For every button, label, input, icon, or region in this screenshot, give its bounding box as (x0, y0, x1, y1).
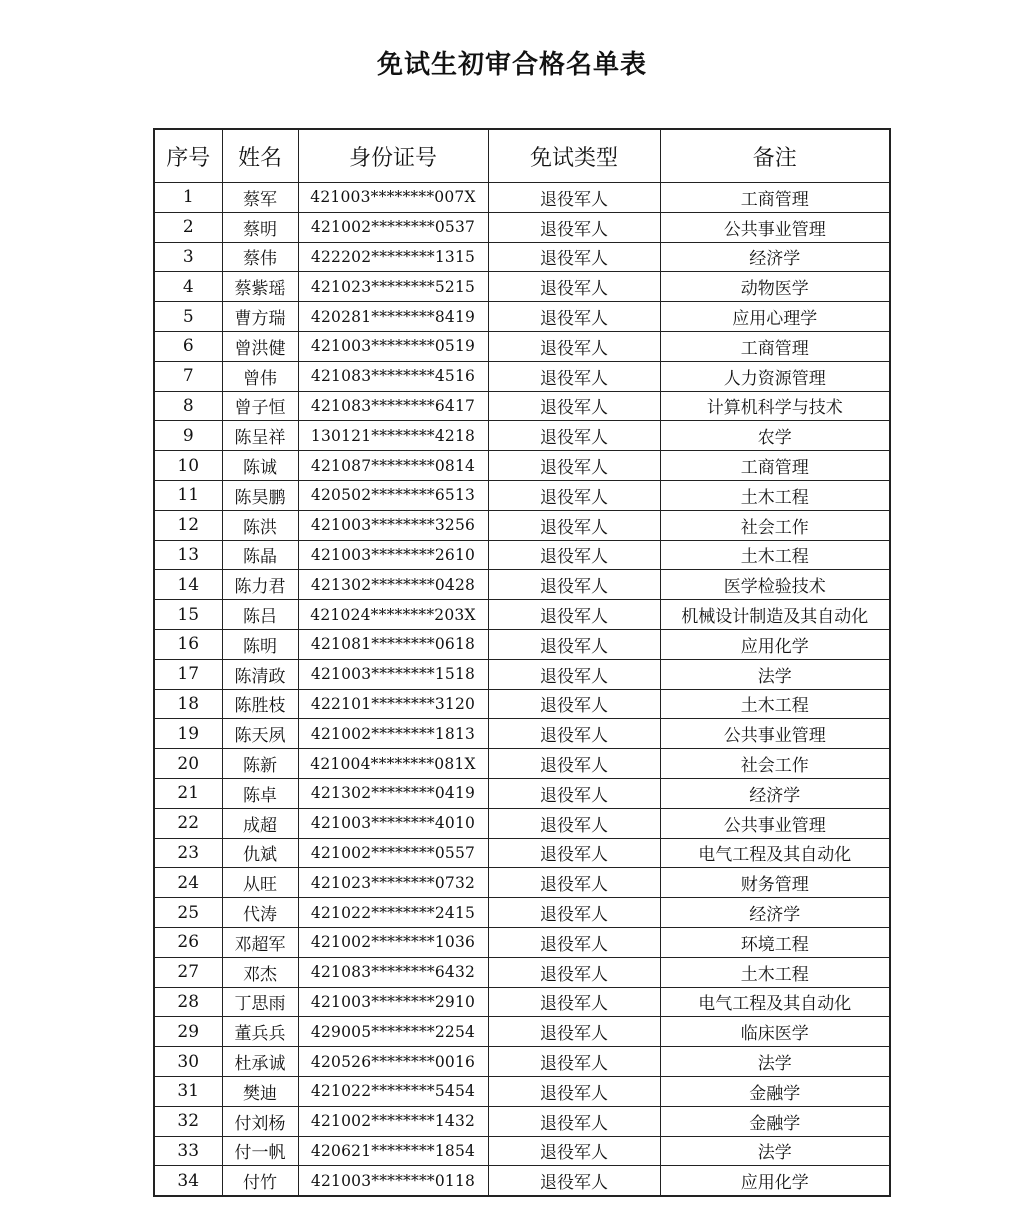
cell-exemption-type: 退役军人 (488, 480, 660, 510)
table-row (154, 570, 890, 600)
table-row (154, 421, 890, 451)
cell-id-number: 420281********8419 (298, 302, 488, 332)
cell-id-number: 421083********6432 (298, 957, 488, 987)
cell-id-number: 421003********1518 (298, 659, 488, 689)
cell-serial-number: 17 (154, 659, 222, 689)
cell-name: 董兵兵 (222, 1017, 298, 1047)
cell-name: 曾子恒 (222, 391, 298, 421)
header-serial-number: 序号 (154, 129, 222, 183)
cell-id-number: 421002********0557 (298, 838, 488, 868)
cell-name: 陈吕 (222, 600, 298, 630)
table-body (154, 183, 890, 1197)
cell-id-number: 420621********1854 (298, 1136, 488, 1166)
table-row (154, 1076, 890, 1106)
table-row (154, 480, 890, 510)
cell-serial-number: 14 (154, 570, 222, 600)
cell-id-number: 421003********007X (298, 183, 488, 213)
table-row (154, 1136, 890, 1166)
cell-name: 陈昊鹏 (222, 480, 298, 510)
cell-remarks: 社会工作 (660, 749, 890, 779)
cell-id-number: 420526********0016 (298, 1047, 488, 1077)
cell-id-number: 421302********0428 (298, 570, 488, 600)
cell-name: 陈诚 (222, 451, 298, 481)
cell-serial-number: 18 (154, 689, 222, 719)
cell-remarks: 医学检验技术 (660, 570, 890, 600)
cell-remarks: 经济学 (660, 778, 890, 808)
cell-serial-number: 27 (154, 957, 222, 987)
table-row (154, 242, 890, 272)
cell-remarks: 工商管理 (660, 331, 890, 361)
cell-serial-number: 15 (154, 600, 222, 630)
table-row (154, 778, 890, 808)
cell-id-number: 421023********5215 (298, 272, 488, 302)
cell-id-number: 421004********081X (298, 749, 488, 779)
cell-id-number: 421023********0732 (298, 868, 488, 898)
cell-serial-number: 34 (154, 1166, 222, 1196)
cell-id-number: 422202********1315 (298, 242, 488, 272)
table-row (154, 629, 890, 659)
cell-name: 付刘杨 (222, 1106, 298, 1136)
cell-id-number: 429005********2254 (298, 1017, 488, 1047)
table-row (154, 331, 890, 361)
cell-remarks: 人力资源管理 (660, 361, 890, 391)
cell-serial-number: 3 (154, 242, 222, 272)
table-row (154, 808, 890, 838)
cell-exemption-type: 退役军人 (488, 1017, 660, 1047)
table-header-row (154, 129, 890, 183)
cell-exemption-type: 退役军人 (488, 808, 660, 838)
cell-remarks: 土木工程 (660, 689, 890, 719)
cell-name: 蔡明 (222, 212, 298, 242)
cell-remarks: 公共事业管理 (660, 212, 890, 242)
cell-remarks: 电气工程及其自动化 (660, 838, 890, 868)
cell-remarks: 机械设计制造及其自动化 (660, 600, 890, 630)
cell-exemption-type: 退役军人 (488, 927, 660, 957)
cell-remarks: 金融学 (660, 1076, 890, 1106)
table-row (154, 1166, 890, 1196)
cell-remarks: 工商管理 (660, 451, 890, 481)
cell-exemption-type: 退役军人 (488, 659, 660, 689)
cell-exemption-type: 退役军人 (488, 689, 660, 719)
table-row (154, 719, 890, 749)
cell-exemption-type: 退役军人 (488, 749, 660, 779)
cell-exemption-type: 退役军人 (488, 987, 660, 1017)
cell-serial-number: 26 (154, 927, 222, 957)
table-row (154, 361, 890, 391)
cell-name: 蔡紫瑶 (222, 272, 298, 302)
cell-serial-number: 8 (154, 391, 222, 421)
table-row (154, 868, 890, 898)
header-name: 姓名 (222, 129, 298, 183)
cell-exemption-type: 退役军人 (488, 242, 660, 272)
cell-id-number: 421002********1432 (298, 1106, 488, 1136)
cell-serial-number: 33 (154, 1136, 222, 1166)
table-row (154, 927, 890, 957)
cell-name: 仇斌 (222, 838, 298, 868)
cell-exemption-type: 退役军人 (488, 391, 660, 421)
table-row (154, 659, 890, 689)
cell-id-number: 421024********203X (298, 600, 488, 630)
cell-remarks: 农学 (660, 421, 890, 451)
cell-serial-number: 1 (154, 183, 222, 213)
cell-remarks: 土木工程 (660, 480, 890, 510)
cell-name: 陈力君 (222, 570, 298, 600)
table-row (154, 302, 890, 332)
table-row (154, 1017, 890, 1047)
cell-exemption-type: 退役军人 (488, 629, 660, 659)
cell-id-number: 421003********2910 (298, 987, 488, 1017)
cell-name: 成超 (222, 808, 298, 838)
cell-id-number: 421083********6417 (298, 391, 488, 421)
cell-remarks: 应用心理学 (660, 302, 890, 332)
cell-id-number: 421003********3256 (298, 510, 488, 540)
cell-name: 樊迪 (222, 1076, 298, 1106)
cell-serial-number: 6 (154, 331, 222, 361)
cell-id-number: 421087********0814 (298, 451, 488, 481)
cell-exemption-type: 退役军人 (488, 272, 660, 302)
cell-exemption-type: 退役军人 (488, 361, 660, 391)
table-row (154, 987, 890, 1017)
table-row (154, 749, 890, 779)
cell-name: 曾伟 (222, 361, 298, 391)
cell-exemption-type: 退役军人 (488, 331, 660, 361)
cell-serial-number: 19 (154, 719, 222, 749)
cell-name: 付竹 (222, 1166, 298, 1196)
header-exemption-type: 免试类型 (488, 129, 660, 183)
cell-name: 邓杰 (222, 957, 298, 987)
table-row (154, 272, 890, 302)
cell-name: 邓超军 (222, 927, 298, 957)
page-title: 免试生初审合格名单表 (376, 50, 647, 80)
cell-serial-number: 22 (154, 808, 222, 838)
table-row (154, 540, 890, 570)
cell-serial-number: 11 (154, 480, 222, 510)
table-row (154, 600, 890, 630)
cell-serial-number: 24 (154, 868, 222, 898)
cell-name: 付一帆 (222, 1136, 298, 1166)
cell-exemption-type: 退役军人 (488, 212, 660, 242)
cell-name: 丁思雨 (222, 987, 298, 1017)
cell-exemption-type: 退役军人 (488, 1136, 660, 1166)
cell-name: 蔡伟 (222, 242, 298, 272)
cell-serial-number: 32 (154, 1106, 222, 1136)
cell-id-number: 421002********1813 (298, 719, 488, 749)
cell-name: 杜承诚 (222, 1047, 298, 1077)
table-row (154, 212, 890, 242)
cell-remarks: 动物医学 (660, 272, 890, 302)
cell-exemption-type: 退役军人 (488, 570, 660, 600)
cell-id-number: 421022********2415 (298, 898, 488, 928)
cell-name: 从旺 (222, 868, 298, 898)
cell-remarks: 经济学 (660, 242, 890, 272)
cell-exemption-type: 退役军人 (488, 1106, 660, 1136)
cell-remarks: 公共事业管理 (660, 808, 890, 838)
cell-exemption-type: 退役军人 (488, 540, 660, 570)
cell-id-number: 421002********0537 (298, 212, 488, 242)
cell-id-number: 421083********4516 (298, 361, 488, 391)
table-row (154, 957, 890, 987)
cell-id-number: 421003********0118 (298, 1166, 488, 1196)
cell-serial-number: 2 (154, 212, 222, 242)
cell-name: 陈晶 (222, 540, 298, 570)
cell-id-number: 422101********3120 (298, 689, 488, 719)
cell-remarks: 公共事业管理 (660, 719, 890, 749)
cell-serial-number: 28 (154, 987, 222, 1017)
cell-remarks: 社会工作 (660, 510, 890, 540)
cell-serial-number: 21 (154, 778, 222, 808)
cell-exemption-type: 退役军人 (488, 1047, 660, 1077)
cell-exemption-type: 退役军人 (488, 838, 660, 868)
cell-id-number: 420502********6513 (298, 480, 488, 510)
cell-remarks: 财务管理 (660, 868, 890, 898)
cell-remarks: 金融学 (660, 1106, 890, 1136)
cell-name: 蔡军 (222, 183, 298, 213)
cell-remarks: 法学 (660, 1136, 890, 1166)
cell-id-number: 421002********1036 (298, 927, 488, 957)
cell-id-number: 130121********4218 (298, 421, 488, 451)
cell-exemption-type: 退役军人 (488, 1166, 660, 1196)
cell-serial-number: 7 (154, 361, 222, 391)
cell-exemption-type: 退役军人 (488, 868, 660, 898)
cell-exemption-type: 退役军人 (488, 898, 660, 928)
cell-remarks: 经济学 (660, 898, 890, 928)
cell-name: 陈清政 (222, 659, 298, 689)
cell-id-number: 421003********0519 (298, 331, 488, 361)
table-row (154, 391, 890, 421)
cell-exemption-type: 退役军人 (488, 719, 660, 749)
cell-exemption-type: 退役军人 (488, 957, 660, 987)
cell-id-number: 421003********4010 (298, 808, 488, 838)
cell-remarks: 应用化学 (660, 629, 890, 659)
cell-serial-number: 13 (154, 540, 222, 570)
cell-exemption-type: 退役军人 (488, 183, 660, 213)
table-row (154, 510, 890, 540)
cell-serial-number: 4 (154, 272, 222, 302)
cell-id-number: 421302********0419 (298, 778, 488, 808)
cell-name: 代涛 (222, 898, 298, 928)
cell-remarks: 电气工程及其自动化 (660, 987, 890, 1017)
table-row (154, 1047, 890, 1077)
cell-exemption-type: 退役军人 (488, 600, 660, 630)
cell-serial-number: 9 (154, 421, 222, 451)
cell-exemption-type: 退役军人 (488, 778, 660, 808)
cell-name: 陈天夙 (222, 719, 298, 749)
cell-remarks: 土木工程 (660, 957, 890, 987)
cell-id-number: 421022********5454 (298, 1076, 488, 1106)
cell-name: 曾洪健 (222, 331, 298, 361)
cell-serial-number: 30 (154, 1047, 222, 1077)
cell-serial-number: 25 (154, 898, 222, 928)
table-row (154, 183, 890, 213)
cell-serial-number: 31 (154, 1076, 222, 1106)
table-row (154, 838, 890, 868)
cell-name: 陈新 (222, 749, 298, 779)
cell-serial-number: 29 (154, 1017, 222, 1047)
cell-remarks: 法学 (660, 659, 890, 689)
cell-serial-number: 16 (154, 629, 222, 659)
cell-serial-number: 5 (154, 302, 222, 332)
table-row (154, 689, 890, 719)
cell-remarks: 法学 (660, 1047, 890, 1077)
table-row (154, 451, 890, 481)
cell-remarks: 应用化学 (660, 1166, 890, 1196)
cell-name: 曹方瑞 (222, 302, 298, 332)
cell-id-number: 421003********2610 (298, 540, 488, 570)
cell-exemption-type: 退役军人 (488, 510, 660, 540)
cell-remarks: 工商管理 (660, 183, 890, 213)
cell-remarks: 环境工程 (660, 927, 890, 957)
cell-serial-number: 12 (154, 510, 222, 540)
cell-name: 陈胜枝 (222, 689, 298, 719)
cell-remarks: 计算机科学与技术 (660, 391, 890, 421)
cell-name: 陈呈祥 (222, 421, 298, 451)
cell-id-number: 421081********0618 (298, 629, 488, 659)
cell-name: 陈卓 (222, 778, 298, 808)
cell-exemption-type: 退役军人 (488, 451, 660, 481)
cell-remarks: 土木工程 (660, 540, 890, 570)
cell-serial-number: 23 (154, 838, 222, 868)
cell-exemption-type: 退役军人 (488, 1076, 660, 1106)
cell-exemption-type: 退役军人 (488, 302, 660, 332)
header-id-number: 身份证号 (298, 129, 488, 183)
cell-serial-number: 20 (154, 749, 222, 779)
header-remarks: 备注 (660, 129, 890, 183)
cell-name: 陈洪 (222, 510, 298, 540)
cell-serial-number: 10 (154, 451, 222, 481)
cell-name: 陈明 (222, 629, 298, 659)
cell-exemption-type: 退役军人 (488, 421, 660, 451)
roster-table (153, 128, 891, 1197)
cell-remarks: 临床医学 (660, 1017, 890, 1047)
table-row (154, 1106, 890, 1136)
table-row (154, 898, 890, 928)
